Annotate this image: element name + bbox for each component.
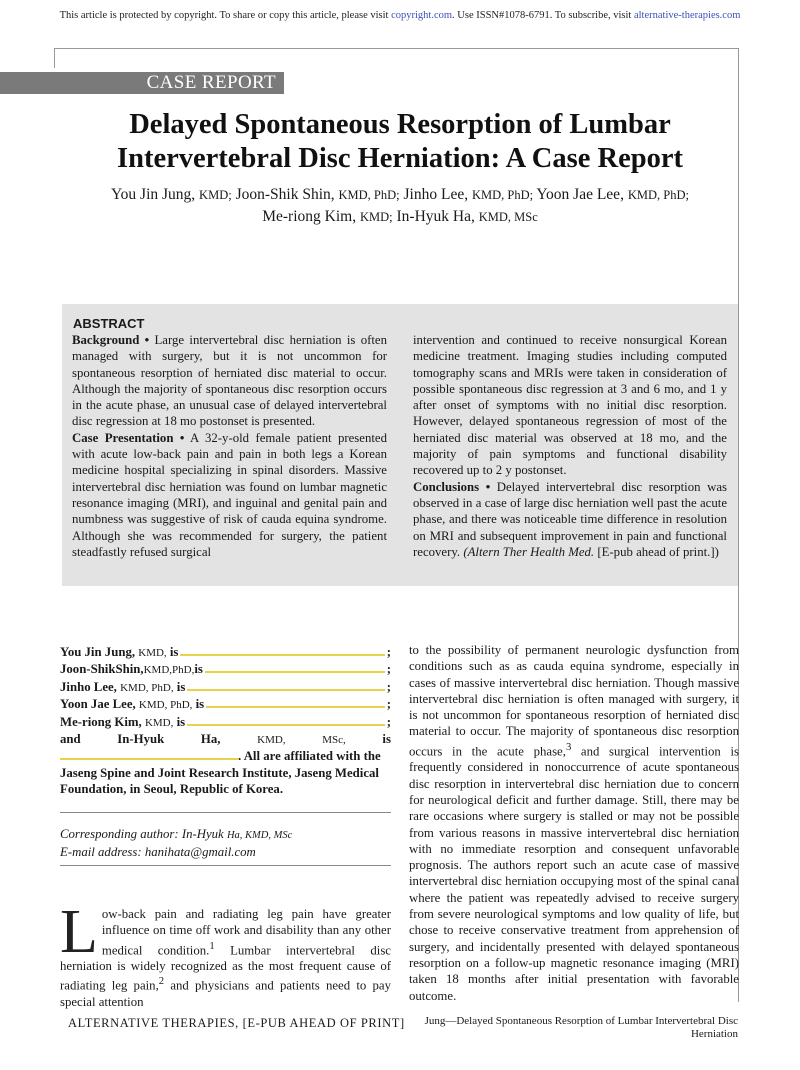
author-credentials: KMD, PhD; bbox=[471, 188, 534, 202]
section-divider bbox=[60, 812, 391, 813]
author-name: Jinho Lee, bbox=[403, 186, 469, 203]
author-name: Yoon Jae Lee, bbox=[536, 186, 624, 203]
affiliation-end: ; bbox=[386, 662, 391, 677]
author-name: In-Hyuk Ha, bbox=[396, 208, 475, 225]
author-name: Joon-Shik Shin, bbox=[235, 186, 335, 203]
affiliation-blank bbox=[60, 748, 238, 760]
intro-text: and physicians and patients need to pay special attention bbox=[60, 978, 391, 1010]
corresponding-label: Corresponding author: In-Hyuk bbox=[60, 827, 224, 841]
author-credentials: KMD, PhD; bbox=[338, 188, 400, 202]
affiliation-closing bbox=[60, 748, 391, 797]
affiliation-is: is bbox=[195, 697, 205, 712]
affiliation-is: is bbox=[169, 645, 179, 659]
affiliation-credentials: KMD,PhD, bbox=[143, 664, 195, 677]
footer-running-title: Jung—Delayed Spontaneous Resorption of Lumbar Intervertebral Disc Herniation bbox=[424, 1015, 738, 1040]
author-credentials: KMD; bbox=[359, 210, 393, 224]
corresponding-line bbox=[60, 826, 391, 844]
abstract-continued-text: intervention and continued to receive nonsurgical Korean medicine treatment. Imaging studies including computed tomography scans and MRIs were taken in consideration of possible spontaneous disc regression at 3 and 6 mo, and 1 y after onset of symptoms with no initial disc resorption. However, delayed spontaneous regression of most of the herniated disc material was observed at 18 mo, and the majority of pain symptoms and functional disability recovered up to 2 y postonset. bbox=[413, 333, 727, 478]
copyright-notice bbox=[0, 10, 800, 21]
abstract-case-presentation bbox=[72, 430, 387, 560]
affiliation-end: ; bbox=[386, 714, 391, 729]
affiliations-block bbox=[60, 644, 391, 798]
affiliation-is: is bbox=[176, 679, 186, 694]
conclusions-label: Conclusions • bbox=[413, 479, 491, 494]
abstract-heading: ABSTRACT bbox=[73, 316, 145, 331]
copyright-text: This article is protected by copyright. To share or copy this article, please visit bbox=[59, 10, 389, 21]
reference-marker: 1 bbox=[209, 940, 215, 952]
intro-text: Lumbar intervertebral disc herniation is widely recognized as the most frequent cause of radiating leg pain, bbox=[60, 942, 391, 993]
reference-marker: 2 bbox=[158, 976, 165, 988]
article-title: Delayed Spontaneous Resorption of Lumbar Intervertebral Disc Herniation: A Case Report bbox=[117, 109, 683, 174]
affiliation-author: Jinho Lee, bbox=[60, 679, 117, 694]
citation-rest: [E-pub ahead of print.]) bbox=[597, 544, 719, 559]
affiliation-row bbox=[60, 661, 391, 678]
affiliation-author-surname: Ha, bbox=[200, 732, 221, 747]
frame-top-rule bbox=[54, 48, 738, 49]
case-presentation-label: Case Presentation • bbox=[72, 430, 185, 445]
affiliation-row bbox=[60, 714, 391, 731]
affiliation-is: is bbox=[194, 662, 203, 677]
corresponding-author bbox=[60, 826, 391, 861]
affiliation-credentials: KMD, bbox=[144, 716, 174, 729]
body-text: and surgical intervention is frequently considered in nonoccurrence of acute spontaneous disc resorption in intervertebral disc herniation due to concern for neurological deficit and further damage. Still, there may be rare occasions where surgery is stalled or may not be possible from various reasons in massive intervertebral disc herniation with no immediate resorption and consequent unfavorable prognosis. The authors report such an acute case of massive intervertebral disc herniation occupying most of the spinal canal where the patient was repeatedly advised to receive surgery from severe neurological symptoms and low quality of life, but chose to receive conservative treatment from apprehension of surgery, and incidentally presented with delayed spontaneous resorption on a follow-up magnetic resonance imaging (MRI) taken 18 months after initial presentation with favorable outcome. bbox=[409, 744, 739, 1003]
affiliation-credentials: KMD, PhD, bbox=[120, 681, 174, 694]
affiliation-author: Me-riong Kim, bbox=[60, 714, 142, 729]
affiliation-end: ; bbox=[386, 645, 391, 659]
affiliation-is: is bbox=[382, 732, 391, 747]
section-divider bbox=[60, 865, 391, 866]
drop-cap: L bbox=[60, 898, 98, 966]
copyright-link[interactable]: copyright.com bbox=[391, 10, 453, 21]
abstract-left-column bbox=[72, 332, 387, 560]
background-label: Background • bbox=[72, 333, 150, 347]
frame-left-rule bbox=[54, 48, 55, 68]
affiliation-end: ; bbox=[386, 679, 391, 694]
author-credentials: KMD, PhD; bbox=[627, 188, 689, 202]
author-credentials: KMD; bbox=[199, 188, 232, 202]
body-text: to the possibility of permanent neurologic dysfunction from conditions such as as cauda equina syndrome, especially in cases of massive intervertebral disc herniation. Though massive intervertebral disc herniation is often managed with surgery, it is not uncommon for spontaneous resorption of herniated disc material to occur. The majority of spontaneous disc resorption occurs in the acute phase, bbox=[409, 643, 739, 759]
affiliation-credentials: KMD, bbox=[138, 647, 167, 659]
affiliation-row-last bbox=[60, 731, 391, 748]
affiliation-row bbox=[60, 696, 391, 713]
affiliation-row bbox=[60, 644, 391, 661]
reference-marker: 3 bbox=[565, 741, 572, 753]
abstract-right-column bbox=[413, 332, 727, 560]
author-list bbox=[60, 184, 740, 228]
case-presentation-text: A 32-y-old female patient presented with acute low-back pain and pain in both legs a Korean medicine hospital specializing in spinal disorders. Massive intervertebral disc herniation was found on lumbar magnetic resonance imaging (MRI), and inguinal and genital pain and numbness was suggestive of risk of cauda equina syndrome. Although she was recommended for surgery, the patient steadfastly refused surgical bbox=[72, 430, 387, 559]
abstract-conclusions bbox=[413, 479, 727, 560]
footer-journal: ALTERNATIVE THERAPIES, [E-PUB AHEAD OF PRINT] bbox=[68, 1016, 405, 1030]
affiliation-author: In-Hyuk bbox=[117, 732, 165, 747]
intro-paragraph bbox=[60, 898, 391, 1010]
subscribe-link[interactable]: alternative-therapies.com bbox=[633, 10, 741, 21]
affiliation-blank bbox=[187, 714, 385, 726]
author-credentials: KMD, MSc bbox=[478, 210, 538, 224]
affiliation-is: is bbox=[176, 714, 186, 729]
section-label: CASE REPORT bbox=[146, 72, 276, 93]
affiliation-blank bbox=[206, 696, 385, 708]
affiliation-author: Joon-ShikShin, bbox=[60, 662, 144, 677]
affiliation-blank bbox=[205, 661, 385, 673]
author-line-1 bbox=[60, 184, 740, 206]
body-paragraph bbox=[409, 642, 739, 1004]
affiliation-end: ; bbox=[386, 697, 391, 712]
section-label-tab bbox=[0, 72, 284, 94]
affiliation-row bbox=[60, 679, 391, 696]
corresponding-credentials: Ha, KMD, MSc bbox=[226, 830, 293, 841]
copyright-mid: . Use ISSN#1078-6791. To subscribe, visit bbox=[452, 10, 632, 21]
affiliation-author: Yoon Jae Lee, bbox=[60, 697, 136, 712]
author-name: You Jin Jung, bbox=[111, 186, 196, 203]
affiliation-blank bbox=[187, 679, 384, 691]
affiliation-blank bbox=[180, 644, 384, 656]
body-right-column bbox=[409, 642, 739, 1004]
author-line-2 bbox=[60, 206, 740, 228]
abstract-background bbox=[72, 332, 387, 430]
corresponding-email: E-mail address: hanihata@gmail.com bbox=[60, 845, 256, 859]
author-name: Me-riong Kim, bbox=[262, 208, 357, 225]
conclusions-text: Delayed intervertebral disc resorption was observed in a case of large disc herniation well past the acute phase, and there was noticeable time difference in resolution on MRI and subsequent improvement in pain and functional recovery. bbox=[413, 479, 727, 559]
affiliation-credentials: KMD, PhD, bbox=[138, 699, 193, 712]
citation-journal: (Altern Ther Health Med. bbox=[463, 544, 595, 559]
affiliation-credentials: MSc, bbox=[322, 734, 346, 747]
background-text: Large intervertebral disc herniation is often managed with surgery, but it is not uncommon for spontaneous resorption of herniated disc material to occur. Although the majority of spontaneous disc resorption occurs in the acute phase, an unusual case of delayed intervertebral disc regression at 18 mo postonset is presented. bbox=[72, 333, 387, 429]
affiliation-closing-text: . All are affiliated with the Jaseng Spine and Joint Research Institute, Jaseng Medical Foundation, in Seoul, Republic of Korea. bbox=[60, 749, 381, 797]
affiliation-credentials: KMD, bbox=[257, 734, 286, 747]
affiliation-and: and bbox=[60, 732, 81, 747]
intro-text: ow-back pain and radiating leg pain have greater influence on time off work and disability than any other medical condition. bbox=[101, 907, 391, 957]
affiliation-author: You Jin Jung, bbox=[60, 645, 136, 659]
